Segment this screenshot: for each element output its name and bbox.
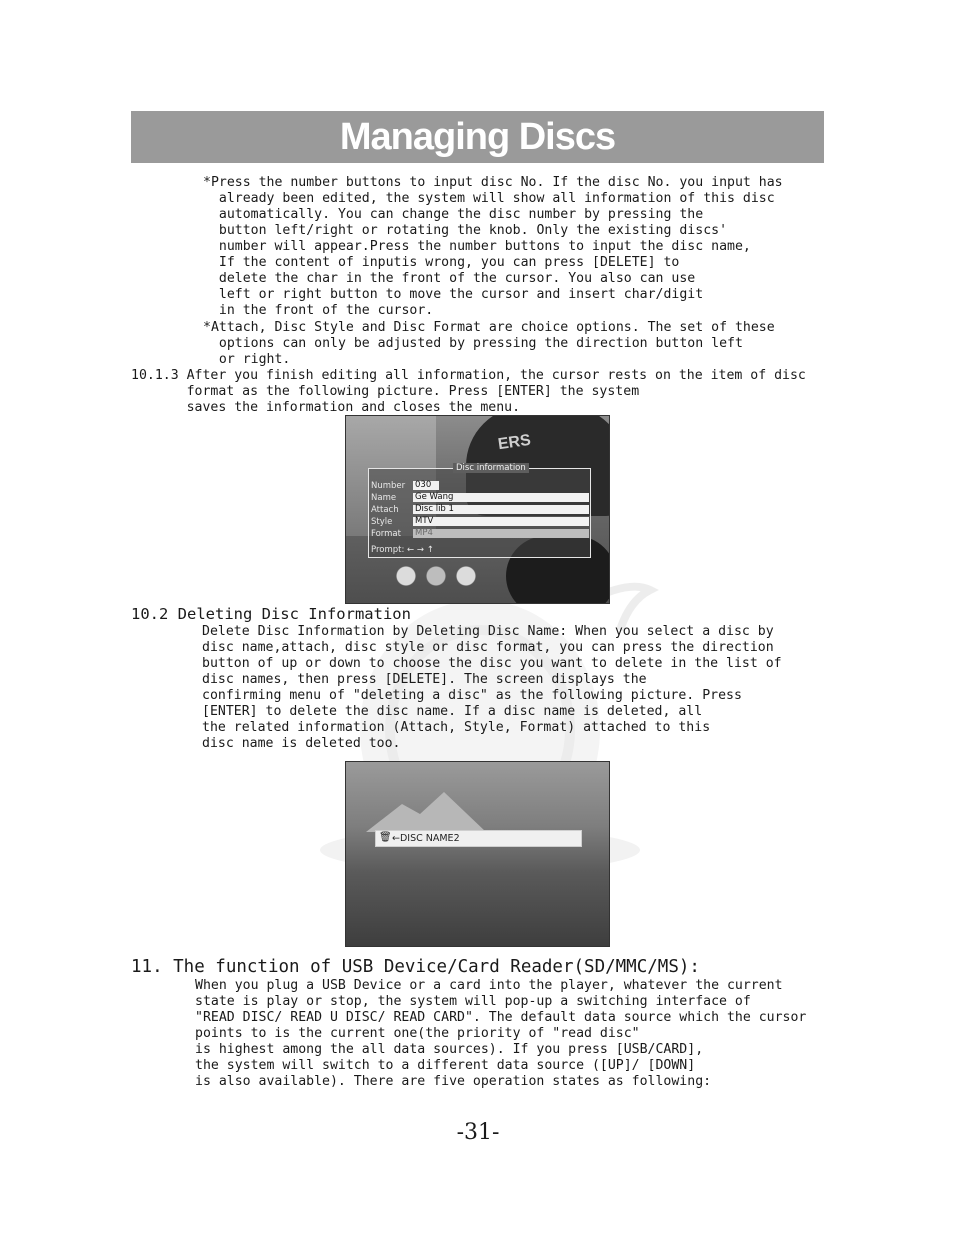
label-format: Format [371, 529, 401, 539]
background-mountain [366, 792, 486, 832]
label-attach: Attach [371, 505, 399, 515]
page-title: Managing Discs [339, 116, 616, 158]
section-10-2-heading: 10.2 Deleting Disc Information [131, 605, 411, 623]
step-10-1-3: 10.1.3 After you finish editing all information, the cursor rests on the item of disc format as the following picture. Press [ENTER] the system saves the information and closes the menu. [131, 368, 806, 415]
intro-bullet-choice-options: *Attach, Disc Style and Disc Format are choice options. The set of these options can only be adjusted by pressing the direction button left or right. [203, 320, 775, 367]
disc-name-bar[interactable] [375, 830, 582, 847]
intro-bullet-number-input: *Press the number buttons to input disc No. If the disc No. you input has already been edited, the system will show all information of this disc automatically. You can change the disc number by pressing the button left/right or rotating the knob. Only the existing discs' number will appear.Press the number buttons to input the disc name, If the content of inputis wrong, you can press [DELETE] to delete the char in the front of the cursor. You also can use left or right button to move the cursor and insert char/digit in the front of the cursor. [203, 175, 783, 318]
label-name: Name [371, 493, 397, 503]
page-number: -31- [456, 1120, 500, 1145]
number-field[interactable]: 030 [413, 481, 439, 490]
disc-information-panel [368, 463, 591, 558]
disc-information-screenshot [345, 415, 610, 604]
trash-icon: 🗑 [379, 832, 392, 843]
cap-logo: ERS [496, 431, 532, 454]
label-number: Number [371, 481, 406, 491]
format-field[interactable]: MP4 [413, 529, 589, 538]
prompt-text: Prompt: ← → ↑ [371, 545, 434, 555]
background-helmets [386, 561, 486, 591]
disc-name-text: ←DISC NAME2 [392, 833, 460, 844]
name-field[interactable]: Ge Wang [413, 493, 589, 502]
section-11-body: When you plug a USB Device or a card into the player, whatever the current state is play or stop, the system will pop-up a switching interface of "READ DISC/ READ U DISC/ READ CARD". The default data source which the cursor points to is the current one(the priority of "read disc" is highest among the all data sources). If you press [USB/CARD], the system will switch to a different data source ([UP]/ [DOWN] is also available). There are five operation states as following: [195, 978, 807, 1089]
section-11-heading: 11. The function of USB Device/Card Reader(SD/MMC/MS): [131, 957, 700, 977]
disc-information-title: Disc information [453, 463, 529, 473]
attach-field[interactable]: Disc lib 1 [413, 505, 589, 514]
delete-disc-screenshot [345, 761, 610, 947]
style-field[interactable]: MTV [413, 517, 589, 526]
section-10-2-body: Delete Disc Information by Deleting Disc Name: When you select a disc by disc name,attach, disc style or disc format, you can press the direction button of up or down to choose the disc you want to delete in the list of disc names, then press [DELETE]. The screen displays the confirming menu of "deleting a disc" as the following picture. Press [ENTER] to delete the disc name. If a disc name is deleted, all the related information (Attach, Style, Format) attached to this disc name is deleted too. [202, 624, 782, 751]
label-style: Style [371, 517, 393, 527]
